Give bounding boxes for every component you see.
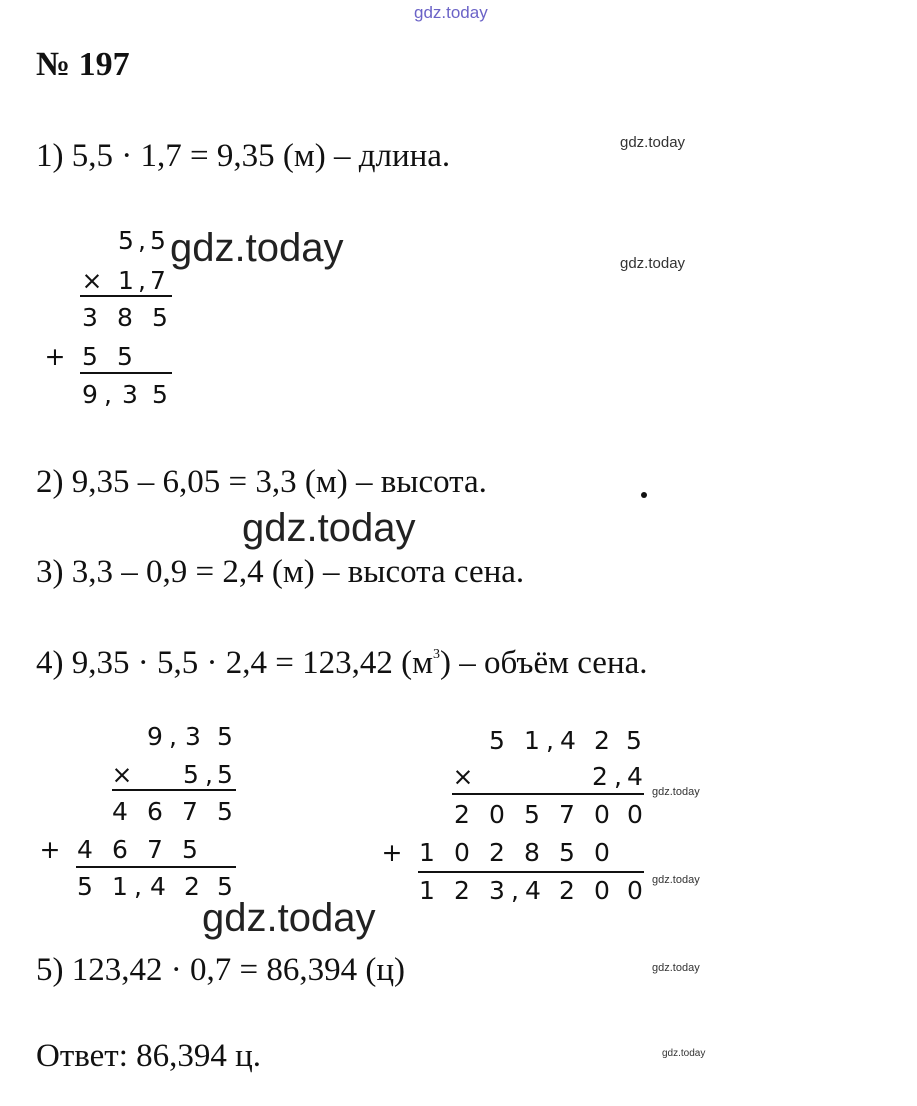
plus-sign: + [381, 838, 403, 867]
digit: 8 [117, 303, 133, 332]
decimal-comma: , [205, 760, 213, 789]
decimal-comma: , [134, 872, 142, 901]
digit: 4 [112, 797, 128, 826]
digit: 3 [489, 876, 505, 905]
watermark: gdz.today [662, 1048, 706, 1059]
digit: 5 [152, 303, 168, 332]
digit: 7 [559, 800, 575, 829]
digit: 5 [524, 800, 540, 829]
digit: 5 [217, 797, 233, 826]
digit: 5 [82, 342, 98, 371]
digit: 0 [594, 876, 610, 905]
multiply-sign: × [81, 266, 103, 295]
digit: 1 [112, 872, 128, 901]
digit: 3 [185, 722, 201, 751]
digit: 1 [419, 876, 435, 905]
digit: 4 [150, 872, 166, 901]
digit: 2 [489, 838, 505, 867]
step-4-text-end: ) – объём сена. [439, 645, 648, 681]
digit: 5 [217, 872, 233, 901]
step-1: 1) 5,5 · 1,7 = 9,35 (м) – длина. [36, 138, 451, 174]
digit: 2 [592, 762, 608, 791]
underline [112, 789, 236, 791]
digit: 3 [82, 303, 98, 332]
decimal-comma: , [104, 380, 112, 409]
digit: 0 [489, 800, 505, 829]
digit: 4 [627, 762, 643, 791]
underline [76, 866, 236, 868]
underline [80, 372, 172, 374]
digit: 5 [77, 872, 93, 901]
underline [418, 871, 644, 873]
step-2: 2) 9,35 – 6,05 = 3,3 (м) – высота. [36, 464, 487, 500]
digit: 5 [217, 722, 233, 751]
decimal-comma: , [138, 266, 146, 295]
underline [80, 295, 172, 297]
underline [452, 793, 644, 795]
digit: 0 [594, 800, 610, 829]
multiply-sign: × [452, 762, 474, 791]
step-3: 3) 3,3 – 0,9 = 2,4 (м) – высота сена. [36, 554, 525, 590]
digit: 7 [182, 797, 198, 826]
digit: 9 [82, 380, 98, 409]
watermark-large: gdz.today [242, 506, 416, 550]
digit: 4 [525, 876, 541, 905]
digit: 0 [627, 876, 643, 905]
digit: 5 [626, 726, 642, 755]
digit: 2 [594, 726, 610, 755]
step-4-text: 4) 9,35 · 5,5 · 2,4 = 123,42 (м [36, 645, 433, 681]
step-5: 5) 123,42 · 0,7 = 86,394 (ц) [36, 952, 405, 988]
digit: 5 [489, 726, 505, 755]
decimal-comma: , [511, 876, 519, 905]
decimal-comma: , [546, 726, 554, 755]
digit: 5 [152, 380, 168, 409]
decimal-comma: , [138, 226, 146, 255]
problem-number: № 197 [36, 46, 130, 83]
watermark-large: gdz.today [170, 226, 344, 270]
digit: 5 [217, 760, 233, 789]
dot-mark [641, 492, 647, 498]
watermark-large: gdz.today [202, 896, 376, 940]
digit: 0 [627, 800, 643, 829]
digit: 8 [524, 838, 540, 867]
digit: 5 [183, 760, 199, 789]
digit: 7 [147, 835, 163, 864]
digit: 6 [112, 835, 128, 864]
digit: 1 [524, 726, 540, 755]
digit: 7 [150, 266, 166, 295]
multiply-sign: × [111, 760, 133, 789]
watermark-top: gdz.today [414, 3, 488, 22]
watermark: gdz.today [652, 786, 700, 798]
digit: 4 [77, 835, 93, 864]
plus-sign: + [44, 342, 66, 371]
digit: 1 [118, 266, 134, 295]
digit: 5 [182, 835, 198, 864]
cubic-exponent: 3 [432, 647, 440, 662]
digit: 2 [454, 876, 470, 905]
decimal-comma: , [169, 722, 177, 751]
digit: 9 [147, 722, 163, 751]
watermark: gdz.today [620, 134, 686, 151]
digit: 5 [117, 342, 133, 371]
watermark: gdz.today [620, 255, 686, 272]
digit: 0 [594, 838, 610, 867]
digit: 5 [150, 226, 166, 255]
watermark: gdz.today [652, 962, 700, 974]
digit: 2 [559, 876, 575, 905]
digit: 0 [454, 838, 470, 867]
digit: 2 [184, 872, 200, 901]
plus-sign: + [39, 835, 61, 864]
answer: Ответ: 86,394 ц. [36, 1038, 262, 1074]
digit: 5 [118, 226, 134, 255]
digit: 6 [147, 797, 163, 826]
digit: 2 [454, 800, 470, 829]
digit: 5 [559, 838, 575, 867]
decimal-comma: , [614, 762, 622, 791]
digit: 3 [122, 380, 138, 409]
watermark: gdz.today [652, 874, 700, 886]
step-4 [36, 645, 648, 682]
digit: 1 [419, 838, 435, 867]
digit: 4 [560, 726, 576, 755]
